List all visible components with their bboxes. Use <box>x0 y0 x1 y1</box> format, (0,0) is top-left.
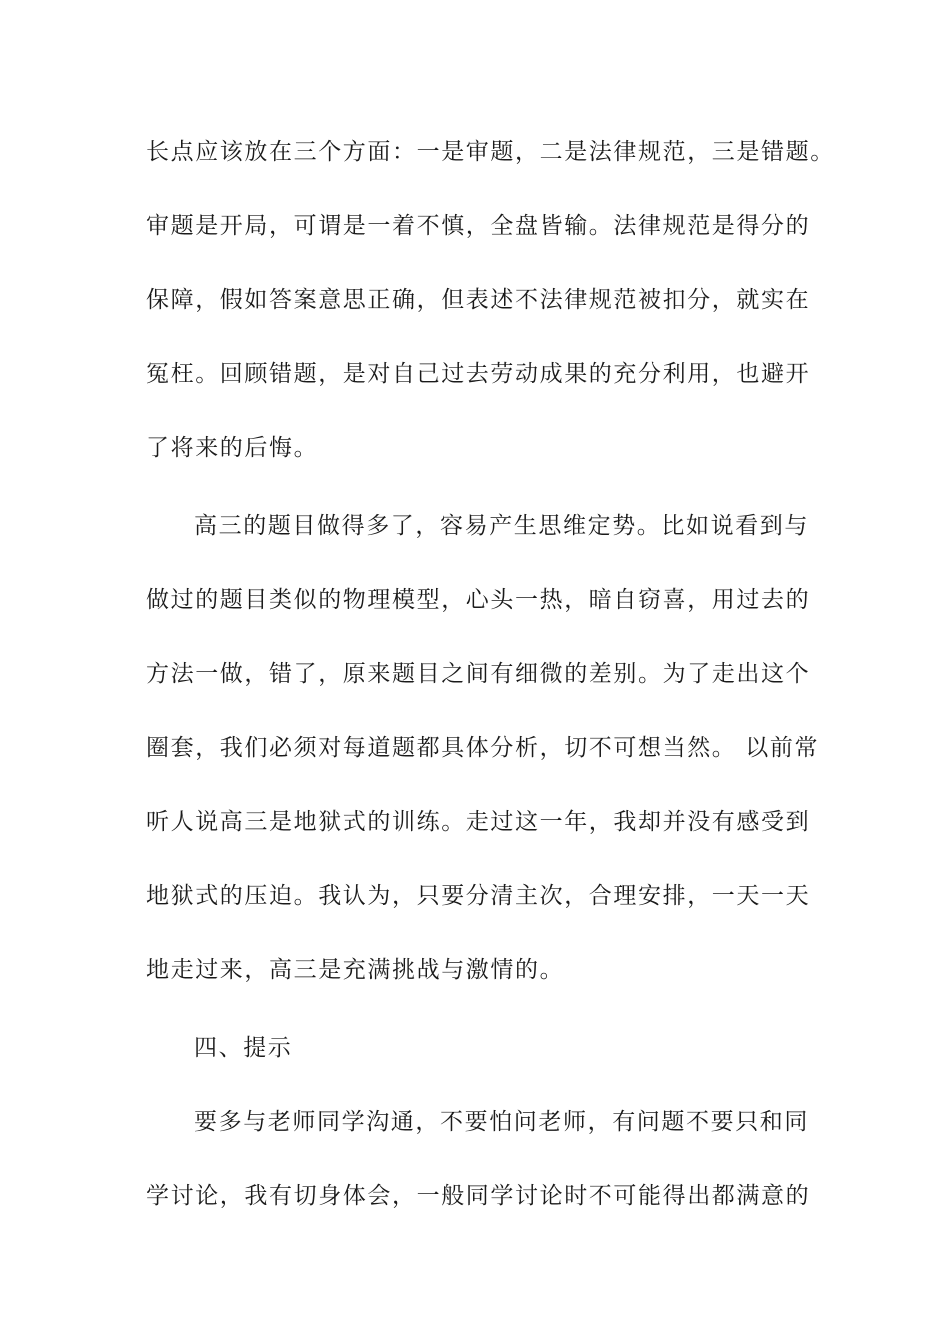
text-line: 冤枉。回顾错题，是对自己过去劳动成果的充分利用，也避开 <box>146 361 811 387</box>
section-heading: 四、提示 <box>194 1035 293 1061</box>
text-line: 听人说高三是地狱式的训练。走过这一年，我却并没有感受到 <box>146 809 811 835</box>
text-line: 保障，假如答案意思正确，但表述不法律规范被扣分，就实在 <box>146 287 811 313</box>
text-line: 地走过来，高三是充满挑战与激情的。 <box>146 957 565 983</box>
text-line: 方法一做，错了，原来题目之间有细微的差别。为了走出这个 <box>146 661 811 687</box>
text-line: 长点应该放在三个方面：一是审题，二是法律规范，三是错题。 <box>146 139 835 165</box>
text-line: 圈套，我们必须对每道题都具体分析，切不可想当然。 以前常 <box>146 735 820 761</box>
text-line: 学讨论，我有切身体会，一般同学讨论时不可能得出都满意的 <box>146 1183 811 1209</box>
text-line: 审题是开局，可谓是一着不慎，全盘皆输。法律规范是得分的 <box>146 213 811 239</box>
text-line: 高三的题目做得多了，容易产生思维定势。比如说看到与 <box>194 513 809 539</box>
text-line: 要多与老师同学沟通，不要怕问老师，有问题不要只和同 <box>194 1109 809 1135</box>
text-line: 做过的题目类似的物理模型，心头一热，暗自窃喜，用过去的 <box>146 587 811 613</box>
text-line: 地狱式的压迫。我认为，只要分清主次，合理安排，一天一天 <box>146 883 811 909</box>
text-line: 了将来的后悔。 <box>146 435 319 461</box>
